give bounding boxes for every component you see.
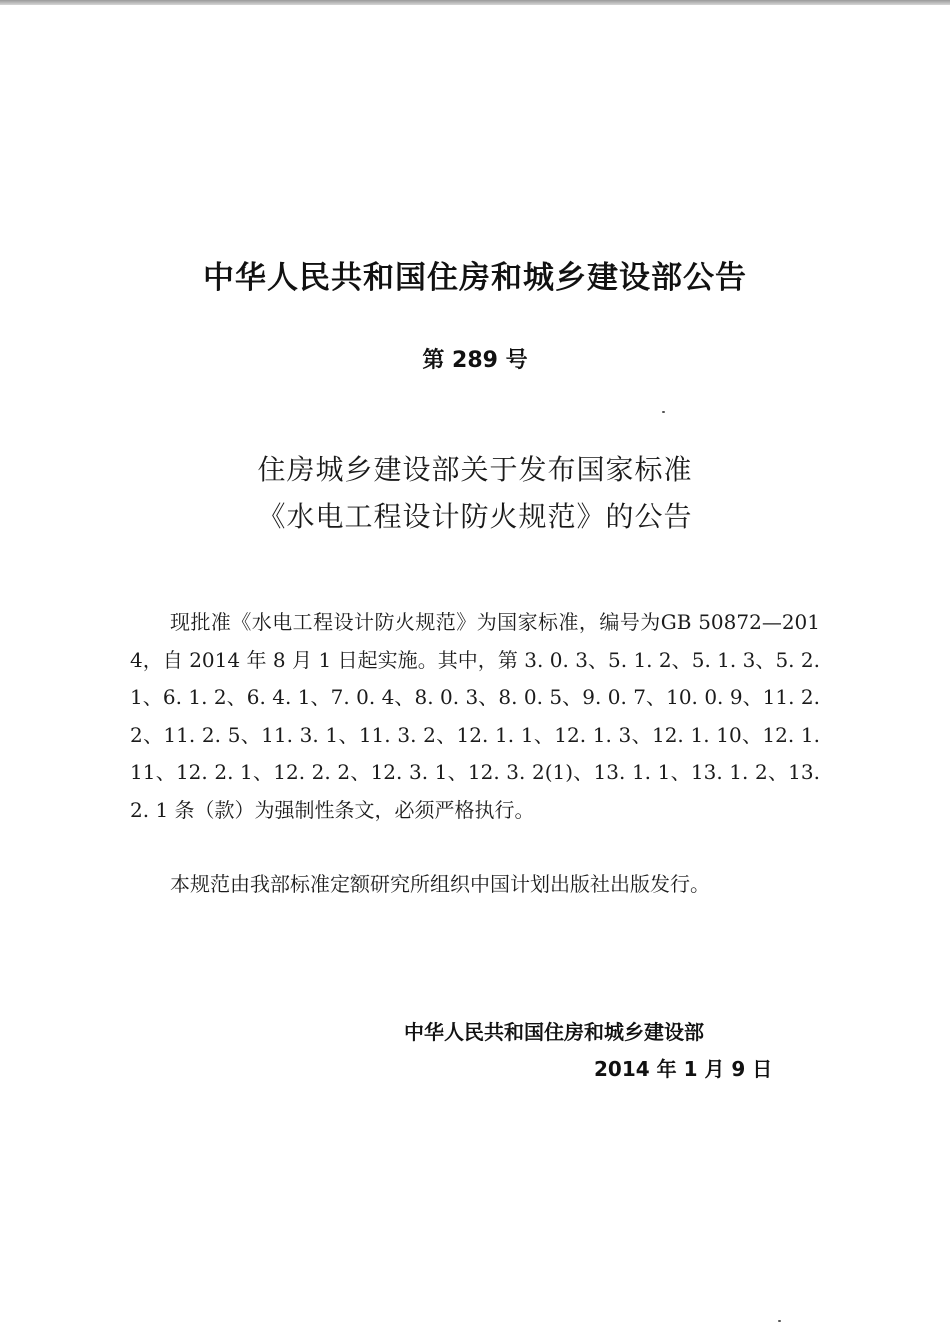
publication-paragraph: 本规范由我部标准定额研究所组织中国计划出版社出版发行。 <box>170 872 710 896</box>
notice-subtitle-line-2: 《水电工程设计防火规范》的公告 <box>257 500 693 533</box>
top-border-rule <box>0 0 950 5</box>
issue-date: 2014 年 1 月 9 日 <box>594 1057 773 1081</box>
scan-speck <box>778 1320 781 1322</box>
issuer-signature: 中华人民共和国住房和城乡建设部 <box>404 1020 704 1044</box>
body-paragraph-1 <box>130 604 820 829</box>
notice-number: 第 289 号 <box>422 348 528 373</box>
scan-speck <box>662 411 665 413</box>
ministry-title: 中华人民共和国住房和城乡建设部公告 <box>203 260 747 296</box>
body-paragraph-2 <box>130 866 820 904</box>
approval-paragraph: 现批准《水电工程设计防火规范》为国家标准，编号为GB 50872—2014，自 2014 年 8 月 1 日起实施。其中，第 3. 0. 3、5. 1. 2、5. 1. 3、5. 2. 1、6. 1. 2、6. 4. 1、7. 0. 4、8. 0. 3、8. 0. 5、9. 0. 7、10. 0. 9、11. 2. 2、11. 2. 5、11. 3. 1、11. 3. 2、12. 1. 1、12. 1. 3、12. 1. 10、12. 1. 11、12. 2. 1、12. 2. 2、12. 3. 1、12. 3. 2(1)、13. 1. 1、13. 1. 2、13. 2. 1 条（款）为强制性条文，必须严格执行。 <box>130 610 820 822</box>
notice-subtitle-line-1: 住房城乡建设部关于发布国家标准 <box>257 453 693 486</box>
